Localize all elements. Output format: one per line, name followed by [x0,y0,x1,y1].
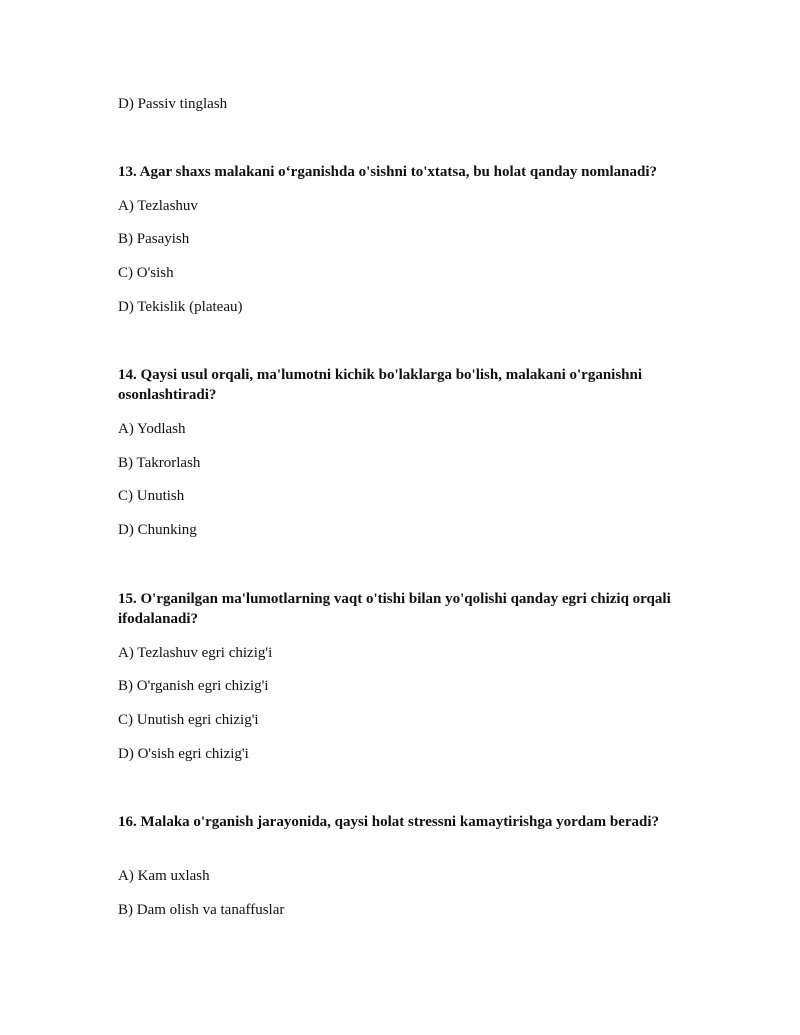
answer-option: A) Tezlashuv [118,198,198,214]
answer-option: C) O'sish [118,265,174,281]
answer-option: B) Takrorlash [118,455,201,471]
answer-option: D) O'sish egri chizig'i [118,746,249,762]
answer-option: D) Passiv tinglash [118,96,228,112]
answer-option: C) Unutish [118,488,185,504]
answer-option: A) Yodlash [118,421,186,437]
question-16: 16. Malaka o'rganish jarayonida, qaysi holat stressni kamaytirishga yordam beradi? [118,814,660,830]
question-14: 14. Qaysi usul orqali, ma'lumotni kichik bo'laklarga bo'lish, malakani o'rganishni osonlashtiradi? [118,367,643,403]
answer-option: C) Unutish egri chizig'i [118,712,259,728]
question-13: 13. Agar shaxs malakani o‘rganishda o'sishni to'xtatsa, bu holat qanday nomlanadi? [118,164,658,180]
answer-option: D) Chunking [118,522,197,538]
answer-option: B) O'rganish egri chizig'i [118,678,269,694]
question-15: 15. O'rganilgan ma'lumotlarning vaqt o'tishi bilan yo'qolishi qanday egri chiziq orqali ifodalanadi? [118,591,671,627]
answer-option: B) Pasayish [118,231,190,247]
answer-option: B) Dam olish va tanaffuslar [118,902,285,918]
answer-option: A) Kam uxlash [118,868,210,884]
answer-option: D) Tekislik (plateau) [118,299,243,315]
answer-option: A) Tezlashuv egri chizig'i [118,645,273,661]
